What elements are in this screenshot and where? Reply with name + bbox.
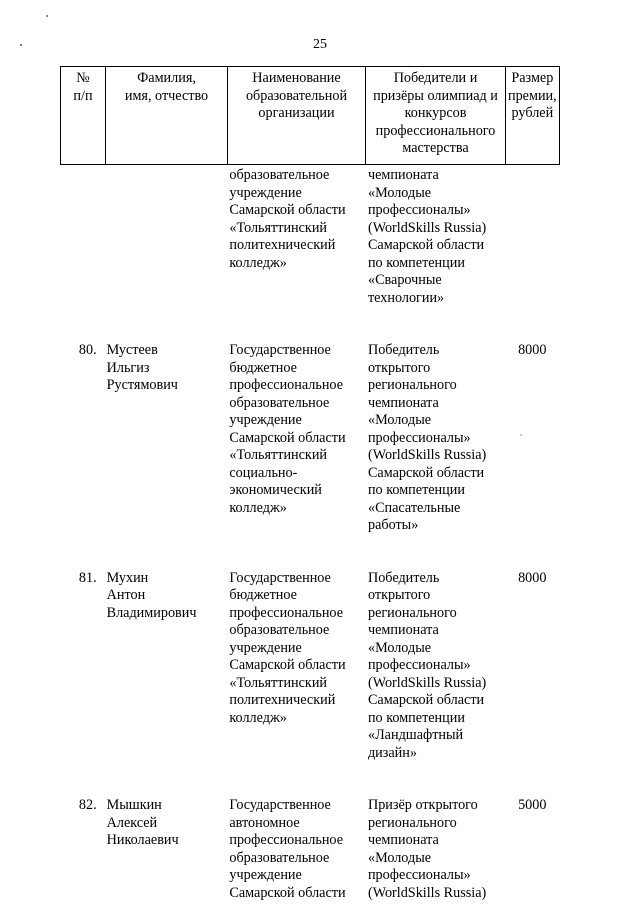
column-header-line: конкурсов: [404, 105, 467, 121]
cell-line: Государственное: [229, 342, 331, 358]
column-header-line: Победители и: [393, 70, 478, 86]
cell-line: Государственное: [229, 797, 331, 813]
cell-line: социально-: [229, 464, 298, 481]
cell-line: Самарской области: [229, 429, 346, 446]
cell-line: (WorldSkills Russia): [367, 447, 487, 463]
cell-line: профессионалы»: [367, 429, 471, 446]
column-header-line: образовательной: [245, 87, 348, 104]
organization-name: [227, 167, 366, 307]
table-header: [60, 66, 560, 165]
table-header-row: [61, 67, 560, 165]
cell-line: открытого: [367, 359, 431, 376]
prize-amount: 8000: [518, 342, 547, 358]
cell-line: Мустеев: [106, 342, 158, 358]
cell-line: чемпионата: [367, 622, 439, 638]
cell-line: политехнический: [229, 692, 336, 708]
cell-line: по компетенции: [367, 254, 465, 271]
person-name: [105, 342, 228, 535]
cell-line: открытого: [367, 587, 431, 603]
row-number: 80.: [78, 342, 97, 358]
cell-line: чемпионата: [367, 167, 439, 183]
cell-line: (WorldSkills Russia): [367, 884, 487, 901]
row-number: 81.: [78, 569, 97, 586]
column-header-line: п/п: [73, 87, 93, 104]
row-number: 82.: [78, 797, 97, 813]
cell-line: учреждение: [229, 867, 302, 883]
person-name: [105, 570, 228, 763]
column-header-line: мастерства: [402, 140, 469, 156]
cell-line: «Ландшафтный: [367, 727, 464, 743]
cell-line: Самарской области: [229, 884, 346, 901]
table-row: [60, 167, 558, 307]
cell-line: Ильгиз: [106, 359, 150, 376]
column-header-line: №: [76, 70, 90, 86]
cell-line: колледж»: [229, 499, 287, 516]
cell-line: образовательное: [229, 394, 330, 411]
column-header-line: имя, отчество: [124, 87, 209, 104]
cell-line: автономное: [229, 814, 300, 831]
cell-line: «Молодые: [367, 184, 432, 201]
achievement-text: [366, 570, 507, 763]
organization-name: [227, 342, 366, 535]
column-header-line: Наименование: [252, 70, 341, 86]
cell-line: Государственное: [229, 569, 331, 586]
achievement-text: [366, 342, 507, 535]
column-header-line: призёры олимпиад и: [373, 87, 498, 104]
cell-line: профессионалы»: [367, 657, 471, 673]
cell-line: по компетенции: [367, 709, 465, 726]
cell-line: регионального: [367, 377, 457, 393]
cell-line: Мухин: [106, 569, 149, 586]
cell-line: чемпионата: [367, 394, 439, 411]
column-header-line: Размер: [511, 70, 554, 86]
row-number: [60, 167, 105, 307]
cell-line: политехнический: [229, 237, 336, 253]
cell-line: Победитель: [367, 569, 440, 586]
cell-line: «Тольяттинский: [229, 674, 328, 691]
cell-line: «Сварочные: [367, 272, 442, 288]
cell-line: работы»: [367, 517, 419, 533]
cell-line: «Тольяттинский: [229, 219, 328, 236]
person-name: [105, 797, 228, 902]
column-header-line: рублей: [511, 105, 554, 121]
table-row: [60, 797, 558, 902]
person-name: [105, 167, 228, 307]
cell-line: «Тольяттинский: [229, 447, 328, 463]
cell-line: Победитель: [367, 342, 440, 358]
cell-line: «Молодые: [367, 639, 432, 656]
cell-line: (WorldSkills Russia): [367, 219, 487, 236]
cell-line: «Молодые: [367, 849, 432, 866]
cell-line: Антон: [106, 587, 146, 603]
cell-line: профессионалы»: [367, 202, 471, 218]
cell-line: учреждение: [229, 184, 302, 201]
column-header-prize: [506, 67, 560, 165]
achievement-text: [366, 797, 507, 902]
cell-line: по компетенции: [367, 482, 465, 498]
column-header-organization: [228, 67, 366, 165]
column-header-line: организации: [258, 105, 335, 121]
column-header-line: профессионального: [375, 122, 496, 139]
cell-line: образовательное: [229, 167, 330, 183]
column-header-line: премии,: [508, 87, 557, 104]
cell-line: бюджетное: [229, 587, 297, 603]
page-number: 25: [313, 37, 327, 52]
cell-line: Самарской области: [367, 237, 485, 253]
cell-line: Самарской области: [229, 657, 346, 673]
prize-amount: [507, 167, 558, 307]
organization-name: [227, 797, 366, 902]
cell-line: Самарской области: [229, 202, 346, 218]
cell-line: «Спасательные: [367, 499, 461, 516]
cell-line: Владимирович: [106, 604, 197, 621]
prize-amount: 8000: [518, 569, 547, 586]
cell-line: бюджетное: [229, 359, 297, 376]
achievement-text: [366, 167, 507, 307]
cell-line: Рустямович: [106, 377, 178, 393]
cell-line: Мышкин: [106, 797, 162, 813]
cell-line: экономический: [229, 482, 322, 498]
cell-line: «Молодые: [367, 412, 432, 428]
cell-line: колледж»: [229, 254, 287, 271]
cell-line: профессиональное: [229, 832, 344, 848]
cell-line: профессиональное: [229, 377, 344, 393]
column-header-number: [61, 67, 106, 165]
cell-line: образовательное: [229, 622, 330, 638]
table-body: [60, 167, 558, 902]
cell-line: регионального: [367, 604, 457, 621]
cell-line: учреждение: [229, 639, 302, 656]
cell-line: колледж»: [229, 709, 287, 726]
cell-line: учреждение: [229, 412, 302, 428]
cell-line: Призёр открытого: [367, 797, 478, 813]
cell-line: образовательное: [229, 849, 330, 866]
cell-line: профессионалы»: [367, 867, 471, 883]
cell-line: Николаевич: [106, 832, 179, 848]
organization-name: [227, 570, 366, 763]
cell-line: регионального: [367, 814, 457, 831]
cell-line: дизайн»: [367, 744, 417, 761]
scan-speck: [46, 15, 48, 17]
column-header-name: [106, 67, 228, 165]
cell-line: Самарской области: [367, 464, 485, 481]
column-header-line: Фамилия,: [137, 70, 196, 86]
cell-line: Алексей: [106, 814, 158, 831]
cell-line: профессиональное: [229, 604, 344, 621]
cell-line: технологии»: [367, 289, 445, 306]
cell-line: Самарской области: [367, 692, 485, 708]
cell-line: чемпионата: [367, 832, 439, 848]
cell-line: (WorldSkills Russia): [367, 674, 487, 691]
prize-amount: 5000: [518, 797, 547, 813]
table-row: [60, 342, 558, 535]
column-header-achievement: [366, 67, 506, 165]
table-row: [60, 570, 558, 763]
